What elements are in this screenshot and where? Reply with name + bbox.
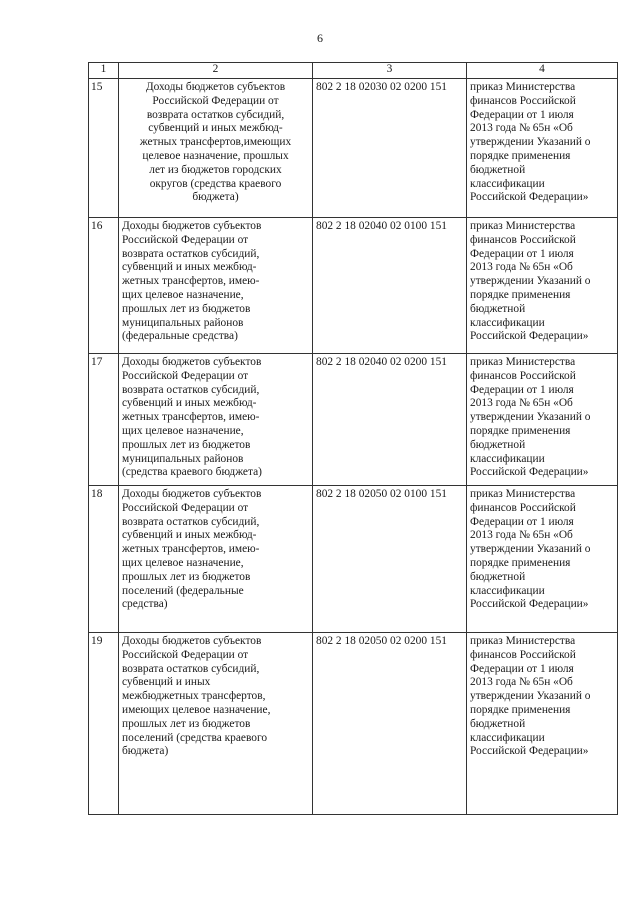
revenue-name-cell: Доходы бюджетов субъектов Российской Федерации от возврата остатков субсидий, субвенций и иных межбюджетных трансфертов, имеющих целевое назначение, прошлых лет из бюджетов поселений (средства краевого бюджета) <box>119 633 313 815</box>
page-number: 6 <box>317 31 323 45</box>
revenue-name-cell: Доходы бюджетов субъектов Российской Федерации от возврата остатков субсидий, субвенций и иных межбюд- жетных трансфертов,имеющих целевое назначение, прошлых лет из бюджетов городских округов (средства краевого бюджета) <box>119 79 313 218</box>
column-header: 1 <box>89 63 119 79</box>
legal-basis-cell: приказ Министерства финансов Российской Федерации от 1 июля 2013 года № 65н «Об утверждении Указаний о порядке применения бюджетной классификации Российской Федерации» <box>467 486 618 633</box>
revenue-name-cell: Доходы бюджетов субъектов Российской Федерации от возврата остатков субсидий, субвенций и иных межбюд- жетных трансфертов, имею- щих целевое назначение, прошлых лет из бюджетов поселений (федеральные средства) <box>119 486 313 633</box>
column-header: 3 <box>313 63 467 79</box>
budget-code-cell: 802 2 18 02040 02 0200 151 <box>313 354 467 486</box>
row-number: 19 <box>89 633 119 815</box>
row-number: 16 <box>89 218 119 354</box>
table-row <box>89 486 618 633</box>
table-row <box>89 218 618 354</box>
budget-code-cell: 802 2 18 02030 02 0200 151 <box>313 79 467 218</box>
row-number: 15 <box>89 79 119 218</box>
legal-basis-cell: приказ Министерства финансов Российской Федерации от 1 июля 2013 года № 65н «Об утверждении Указаний о порядке применения бюджетной классификации Российской Федерации» <box>467 218 618 354</box>
table-row <box>89 79 618 218</box>
budget-code-cell: 802 2 18 02050 02 0100 151 <box>313 486 467 633</box>
table-header-row <box>89 63 618 79</box>
revenue-name-cell: Доходы бюджетов субъектов Российской Федерации от возврата остатков субсидий, субвенций и иных межбюд- жетных трансфертов, имею- щих целевое назначение, прошлых лет из бюджетов муниципальных районов (федеральные средства) <box>119 218 313 354</box>
revenue-name-cell: Доходы бюджетов субъектов Российской Федерации от возврата остатков субсидий, субвенций и иных межбюд- жетных трансфертов, имею- щих целевое назначение, прошлых лет из бюджетов муниципальных районов (средства краевого бюджета) <box>119 354 313 486</box>
legal-basis-cell: приказ Министерства финансов Российской Федерации от 1 июля 2013 года № 65н «Об утверждении Указаний о порядке применения бюджетной классификации Российской Федерации» <box>467 354 618 486</box>
column-header: 2 <box>119 63 313 79</box>
table-row <box>89 354 618 486</box>
budget-code-cell: 802 2 18 02040 02 0100 151 <box>313 218 467 354</box>
revenue-codes-table <box>88 62 618 815</box>
legal-basis-cell: приказ Министерства финансов Российской Федерации от 1 июля 2013 года № 65н «Об утверждении Указаний о порядке применения бюджетной классификации Российской Федерации» <box>467 79 618 218</box>
legal-basis-cell: приказ Министерства финансов Российской Федерации от 1 июля 2013 года № 65н «Об утверждении Указаний о порядке применения бюджетной классификации Российской Федерации» <box>467 633 618 815</box>
budget-code-cell: 802 2 18 02050 02 0200 151 <box>313 633 467 815</box>
table-row <box>89 633 618 815</box>
row-number: 17 <box>89 354 119 486</box>
row-number: 18 <box>89 486 119 633</box>
column-header: 4 <box>467 63 618 79</box>
